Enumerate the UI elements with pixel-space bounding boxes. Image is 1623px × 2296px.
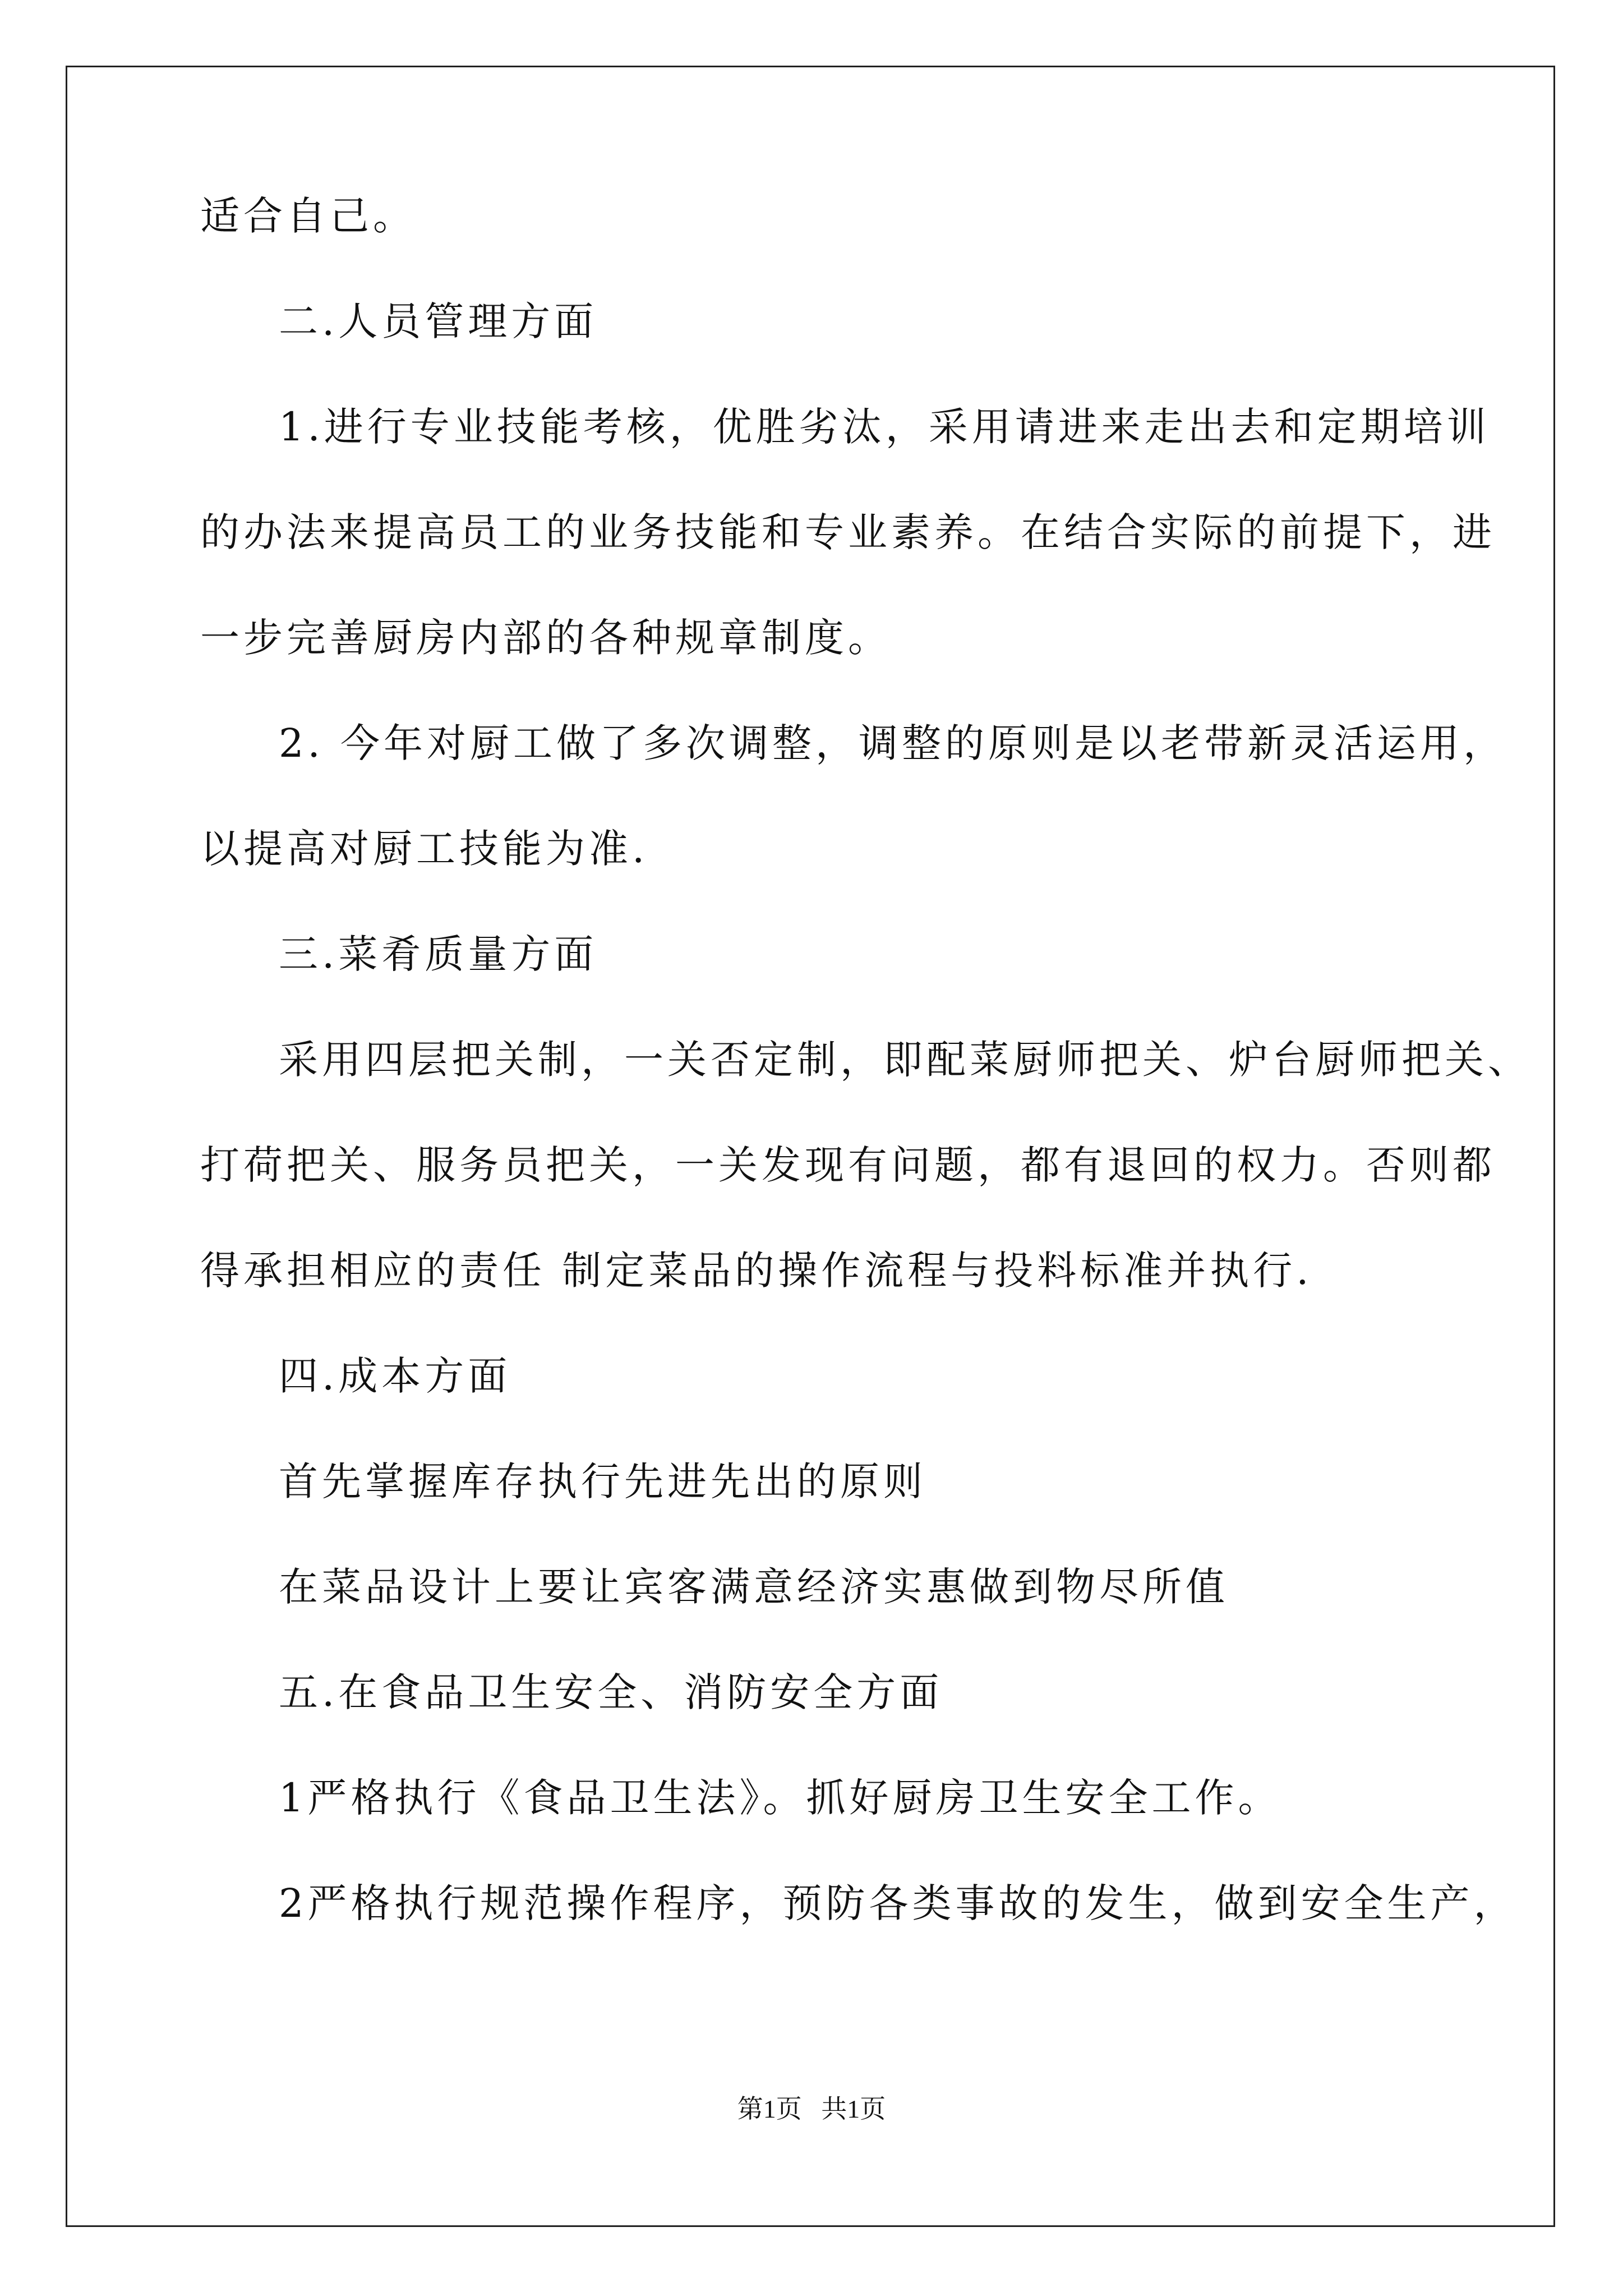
text-line: 1严格执行《食品卫生法》。抓好厨房卫生安全工作。 (279, 1775, 1281, 1821)
text-line: 2严格执行规范操作程序，预防各类事故的发生，做到安全生产， (279, 1880, 1517, 1926)
section-heading: 四.成本方面 (279, 1353, 511, 1399)
text-line: 以提高对厨工技能为准. (200, 826, 649, 872)
text-line: 适合自己。 (200, 193, 416, 239)
text-line: 在菜品设计上要让宾客满意经济实惠做到物尽所值 (279, 1564, 1229, 1610)
text-line: 的办法来提高员工的业务技能和专业素养。在结合实际的前提下，进 (200, 509, 1496, 555)
text-line: 2. 今年对厨工做了多次调整，调整的原则是以老带新灵活运用， (279, 720, 1507, 766)
text-line: 采用四层把关制，一关否定制，即配菜厨师把关、炉台厨师把关、 (279, 1037, 1531, 1083)
section-heading: 五.在食品卫生安全、消防安全方面 (279, 1669, 943, 1715)
text-line: 得承担相应的责任 制定菜品的操作流程与投料标准并执行. (200, 1248, 1313, 1294)
text-line: 打荷把关、服务员把关，一关发现有问题，都有退回的权力。否则都 (200, 1142, 1496, 1188)
text-line: 一步完善厨房内部的各种规章制度。 (200, 615, 891, 661)
section-heading: 三.菜肴质量方面 (279, 931, 598, 977)
text-line: 首先掌握库存执行先进先出的原则 (279, 1458, 926, 1504)
page-number: 第1页 共1页 (737, 2095, 886, 2123)
section-heading: 二.人员管理方面 (279, 298, 598, 344)
page-footer (0, 2092, 1623, 2126)
text-line: 1.进行专业技能考核，优胜劣汰，采用请进来走出去和定期培训 (279, 404, 1490, 450)
